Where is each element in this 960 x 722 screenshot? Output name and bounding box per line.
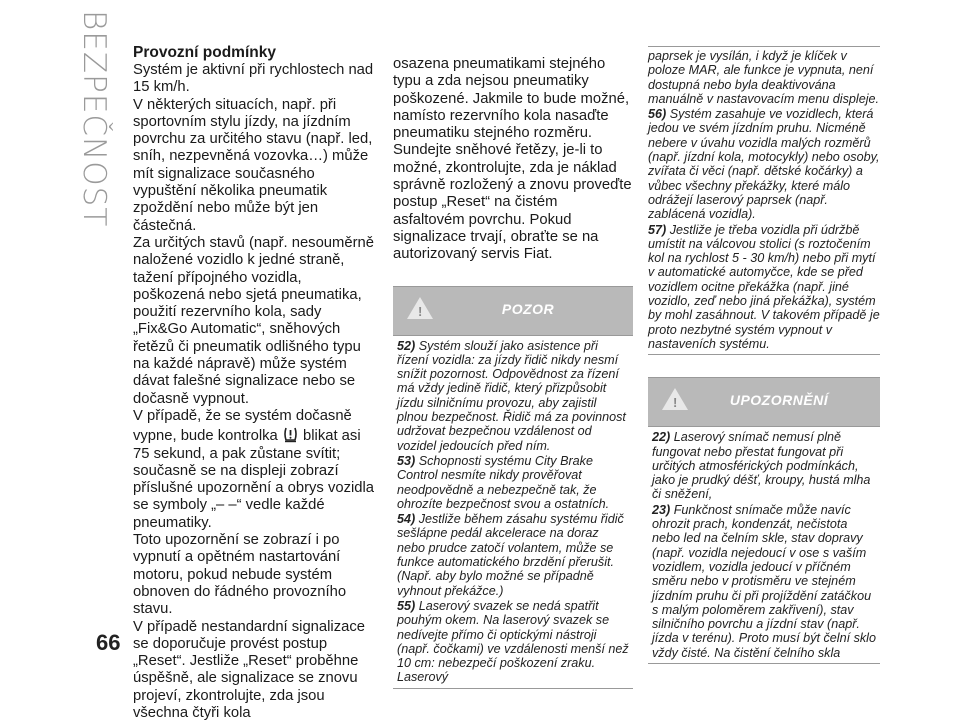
note-number: 57) bbox=[648, 223, 666, 237]
page-number: 66 bbox=[96, 630, 120, 656]
note-number: 23) bbox=[652, 503, 670, 517]
paragraph: osazena pneumatikami stejného typu a zda nejsou pneumatiky poškozené. Jakmile to bude možné, namísto rezervního kola nasaďte pneumatiku stejného rozměru. Sundejte sněhové řetězy, je-li to možné, zkontrolujte, zda je náklad správně rozložený a znovu proveďte postup „Reset“ na čistém asfaltovém povrchu. Pokud signalizace trvají, obraťte se na autorizovaný servis Fiat. bbox=[393, 56, 633, 264]
note-item bbox=[397, 599, 629, 685]
note-continuation: paprsek je vysílán, i když je klíček v poloze MAR, ale funkce je vypnuta, není dostupná nebo byla deaktivována manuálně v nastavovacím menu displeje. bbox=[648, 49, 880, 106]
note-number: 55) bbox=[397, 599, 415, 613]
paragraph: Za určitých stavů (např. nesouměrně naložené vozidlo k jedné straně, tažení přípojného vozidla, poškozená nebo sjetá pneumatika, použití rezervního kola, sady „Fix&Go Automatic“, sněhových řetězů či pneumatik odlišného typu na každé nápravě) může systém dávat falešné signalizace nebo se dočasně vypnout. bbox=[133, 235, 376, 408]
note-item bbox=[648, 107, 880, 221]
warning-body bbox=[393, 335, 633, 689]
warning-continuation bbox=[648, 46, 880, 355]
side-title-text: BEZPEČNOST bbox=[76, 10, 112, 227]
column-1 bbox=[133, 44, 376, 722]
warning-header bbox=[648, 378, 880, 426]
paragraph: V některých situacích, např. při sportovním stylu jízdy, na jízdním povrchu za určitého stavu (např. led, sníh, nezpevněná vozovka…) může mít signalizace současného vypuštění několika pneumatik zpoždění nebo může být jen částečná. bbox=[133, 97, 376, 235]
note-number: 22) bbox=[652, 430, 670, 444]
note-item bbox=[397, 512, 629, 598]
warning-box-pozor bbox=[393, 286, 633, 689]
note-text: Laserový snímač nemusí plně fungovat nebo přestat fungovat při určitých atmosférických podmínkách, jako je prudký déšť, kroupy, hustá mlha či sněžení, bbox=[652, 430, 870, 501]
warning-title: UPOZORNĚNÍ bbox=[648, 392, 880, 408]
paragraph-part: V případě, že se systém dočasně vypne, bude kontrolka bbox=[133, 408, 352, 444]
paragraph: V případě nestandardní signalizace se doporučuje provést postup „Reset“. Jestliže „Reset“ proběhne úspěšně, ale signalizace se znovu projeví, zkontrolujte, zda jsou všechna čtyři kola bbox=[133, 619, 376, 722]
note-text: Jestliže během zásahu systému řidič sešlápne pedál akcelerace na doraz nebo prudce zatočí volantem, může se funkce automatického brzdění přerušit. (Např. aby bylo možné se případně vyhnout překážce.) bbox=[397, 512, 624, 597]
note-number: 53) bbox=[397, 454, 415, 468]
note-item bbox=[648, 223, 880, 352]
warning-header bbox=[393, 287, 633, 335]
note-text: Funkčnost snímače může navíc ohrozit prach, kondenzát, nečistota nebo led na čelním skle, stav dopravy (např. vozidla nejedoucí v ose s vaším vozidlem, vozidla jedoucí v příčném směru nebo v protisměru ve stejném jízdním pruhu či při projíždění zatáčkou s malým poloměrem zakřivení), stav silničního povrchu a jízdní stav (např. jízda v terénu). Proto musí být čelní sklo vždy čisté. Na čistění čelního skla bbox=[652, 503, 876, 660]
note-item bbox=[652, 503, 876, 660]
paragraph: Toto upozornění se zobrazí i po vypnutí a opětném nastartování motoru, pokud nebude systém obnoven do řádného provozního stavu. bbox=[133, 532, 376, 618]
note-text: Schopnosti systému City Brake Control nesmíte nikdy prověřovat neodpovědně a nebezpečně tak, že ohrozíte bezpečnost svou a ostatních. bbox=[397, 454, 609, 511]
note-item bbox=[397, 454, 629, 511]
note-item bbox=[397, 339, 629, 453]
column-2 bbox=[393, 56, 633, 689]
note-number: 56) bbox=[648, 107, 666, 121]
exclamation-icon: ! bbox=[673, 395, 677, 410]
tire-pressure-warning-icon bbox=[283, 425, 298, 443]
note-text: Laserový svazek se nedá spatřit pouhým okem. Na laserový svazek se nedívejte přímo či optickými nástroji (např. čočkami) ve vzdálenosti menší než 10 cm: nebezpečí poškození zraku. Laserový bbox=[397, 599, 629, 684]
note-text: Systém slouží jako asistence při řízení vozidla: za jízdy řidič nikdy nesmí snížit pozornost. Odpovědnost za řízení má vždy jedině řidič, který přizpůsobit jízdu silničnímu provozu, aby zajistil plnou bezpečnost. Řidič má za povinnost udržovat bezpečnou vzdálenost od vozidel jedoucích před ním. bbox=[397, 339, 626, 453]
warning-title: POZOR bbox=[393, 301, 633, 317]
note-number: 54) bbox=[397, 512, 415, 526]
paragraph bbox=[133, 408, 376, 532]
note-number: 52) bbox=[397, 339, 415, 353]
note-text: Jestliže je třeba vozidla při údržbě umístit na válcovou stolici (s roztočením kol na rychlost 5 - 30 km/h) nebo při mytí v automatické automyčce, kde se před vozidlem ocitne překážka (např. jiné vozidlo, zeď nebo jiná překážka), systém by mohl zasáhnout. V takovém případě je proto nezbytné systém vypnout v nastaveních systému. bbox=[648, 223, 880, 351]
column-3 bbox=[648, 46, 880, 664]
note-text: Systém zasahuje ve vozidlech, která jedou ve svém jízdním pruhu. Nicméně nebere v úvahu vozidla malých rozměrů (např. jízdní kola, motocykly) nebo osoby, zvířata či věci (např. dětské kočárky) a vůbec všechny překážky, které málo odrážejí laserový paprsek (např. zablácená vozidla). bbox=[648, 107, 879, 221]
paragraph: Systém je aktivní při rychlostech nad 15 km/h. bbox=[133, 62, 376, 97]
note-item bbox=[652, 430, 876, 501]
paragraph-part: blikat asi 75 sekund, a pak zůstane svítit; současně se na displeji zobrazí příslušné upozornění a obrys vozidla se symboly „– –“ vedle každé pneumatiky. bbox=[133, 428, 374, 530]
warning-box-upozorneni bbox=[648, 377, 880, 664]
warning-body bbox=[648, 426, 880, 664]
exclamation-icon: ! bbox=[418, 304, 422, 319]
section-side-title bbox=[82, 10, 112, 610]
section-heading: Provozní podmínky bbox=[133, 44, 376, 61]
